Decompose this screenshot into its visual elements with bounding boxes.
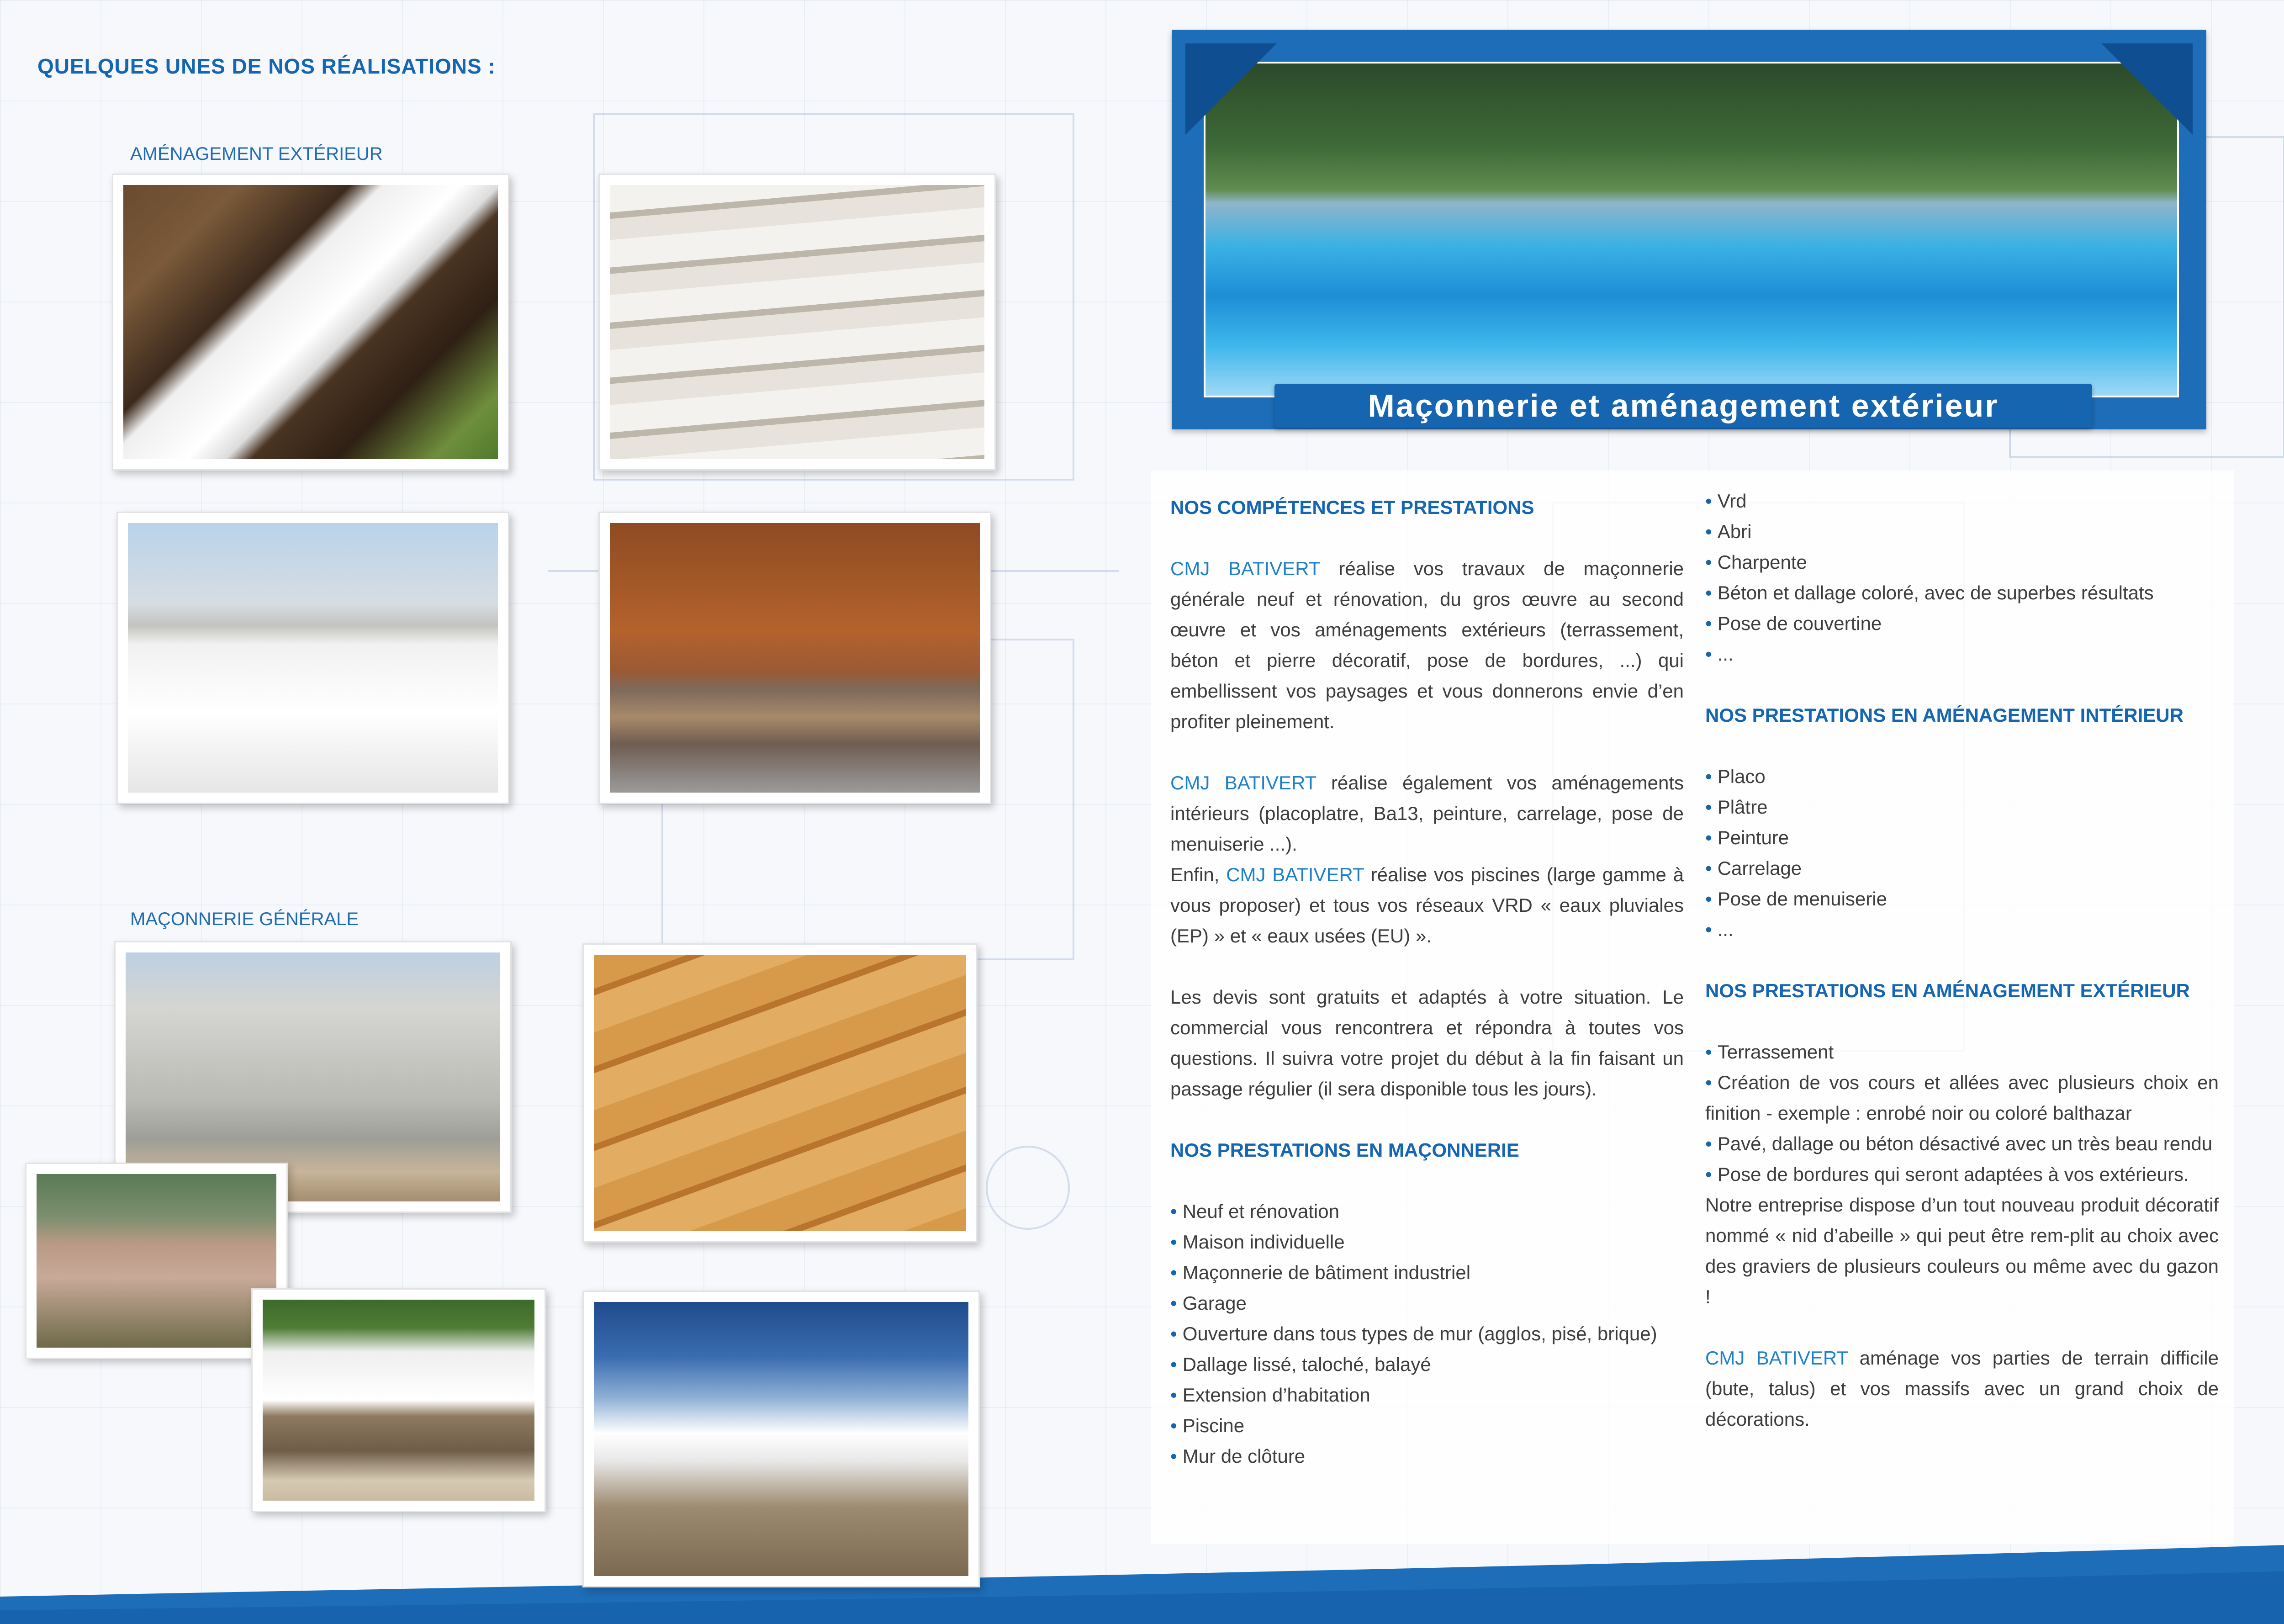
list-maconnerie	[1170, 1196, 1684, 1471]
photo-garage	[251, 1288, 546, 1512]
hero-photo-pool	[1204, 62, 2179, 397]
photo-stairs	[598, 174, 996, 471]
list-item: • Peinture	[1705, 822, 2219, 853]
section-label-amenagement: AMÉNAGEMENT EXTÉRIEUR	[130, 144, 383, 164]
list-item: • Carrelage	[1705, 853, 2219, 883]
paragraph-intro: CMJ BATIVERT réalise vos travaux de maçonnerie générale neuf et rénovation, du gros œuvre au second œuvre et vos aménagements extérieurs (terrassement, béton et pierre décoratif, pose de bordures, ...) qui embellissent vos paysages et vous donnerons envie d’en profiter pleinement.	[1170, 558, 1684, 732]
list-item: • Pose de menuiserie	[1705, 883, 2219, 914]
paragraph-terrain: CMJ BATIVERT aménage vos parties de terrain difficile (bute, talus) et vos massifs avec un grand choix de décorations.	[1705, 1347, 2219, 1430]
list-item: • Placo	[1705, 761, 2219, 792]
list-item: • Ouverture dans tous types de mur (agglos, pisé, brique)	[1170, 1318, 1684, 1349]
section-label-maconnerie: MAÇONNERIE GÉNÉRALE	[130, 909, 359, 929]
list-item: • Mur de clôture	[1170, 1441, 1684, 1471]
list-item: • Maçonnerie de bâtiment industriel	[1170, 1257, 1684, 1288]
heading-maconnerie: NOS PRESTATIONS EN MAÇONNERIE	[1170, 1139, 1519, 1161]
list-item: • ...	[1705, 639, 2219, 669]
text-column-1	[1170, 492, 1684, 1502]
paragraph-devis: Les devis sont gratuits et adaptés à votre situation. Le commercial vous rencontrera et répondra à toutes vos questions. Il suivra votre projet du début à la fin faisant un passage régulier (il sera disponible tous les jours).	[1170, 986, 1684, 1100]
list-item: • Abri	[1705, 516, 2219, 547]
heading-competences: NOS COMPÉTENCES ET PRESTATIONS	[1170, 497, 1534, 518]
paragraph-nid-abeille: Notre entreprise dispose d’un tout nouveau produit décoratif nommé « nid d’abeille » qui peut être rem-plit au choix avec des graviers de plusieurs couleurs ou même avec du gazon !	[1705, 1194, 2219, 1307]
list-item: • Pavé, dallage ou béton désactivé avec un très beau rendu	[1705, 1128, 2219, 1159]
list-item: • Création de vos cours et allées avec plusieurs choix en finition - exemple : enrobé noir ou coloré balthazar	[1705, 1067, 2219, 1128]
list-item: • Charpente	[1705, 547, 2219, 577]
photo-stone-wall	[598, 512, 991, 804]
list-item: • Garage	[1170, 1288, 1684, 1318]
list-item: • Pose de couvertine	[1705, 608, 2219, 639]
list-exterieur	[1705, 1037, 2219, 1190]
list-item: • Béton et dallage coloré, avec de superbes résultats	[1705, 577, 2219, 608]
list-item: • Extension d’habitation	[1170, 1380, 1684, 1410]
photo-hangar-truck	[582, 1291, 980, 1587]
heading-amenagement-interieur: NOS PRESTATIONS EN AMÉNAGEMENT INTÉRIEUR	[1705, 704, 2184, 726]
list-item: • Vrd	[1705, 486, 2219, 516]
photo-roof-frame	[582, 943, 978, 1243]
list-prestations-top	[1705, 486, 2219, 669]
text-column-2	[1705, 486, 2219, 1465]
list-item: • Pose de bordures qui seront adaptées à vos extérieurs.	[1705, 1159, 2219, 1190]
photo-hut	[25, 1163, 288, 1359]
paragraph-piscines: Enfin, CMJ BATIVERT réalise vos piscines (large gamme à vous proposer) et tous vos réseaux VRD « eaux pluviales (EP) » et « eaux usées (EU) ».	[1170, 864, 1684, 947]
list-interieur	[1705, 761, 2219, 945]
photo-garden-path	[112, 174, 509, 471]
list-item: • Neuf et rénovation	[1170, 1196, 1684, 1227]
list-item: • Piscine	[1170, 1410, 1684, 1441]
list-item: • Dallage lissé, taloché, balayé	[1170, 1349, 1684, 1380]
photo-gravel	[116, 512, 509, 804]
list-item: • Terrassement	[1705, 1037, 2219, 1067]
list-item: • Plâtre	[1705, 792, 2219, 822]
hero-banner-maconnerie	[1172, 30, 2206, 429]
heading-amenagement-exterieur: NOS PRESTATIONS EN AMÉNAGEMENT EXTÉRIEUR	[1705, 980, 2190, 1001]
hero-label-maconnerie: Maçonnerie et aménagement extérieur	[1274, 384, 2092, 428]
list-item: • ...	[1705, 914, 2219, 945]
list-item: • Maison individuelle	[1170, 1227, 1684, 1257]
paragraph-interieur: CMJ BATIVERT réalise également vos aménagements intérieurs (placoplatre, Ba13, peinture, carrelage, pose de menuiserie ...).	[1170, 772, 1684, 855]
gallery-title: QUELQUES UNES DE NOS RÉALISATIONS :	[37, 54, 496, 78]
